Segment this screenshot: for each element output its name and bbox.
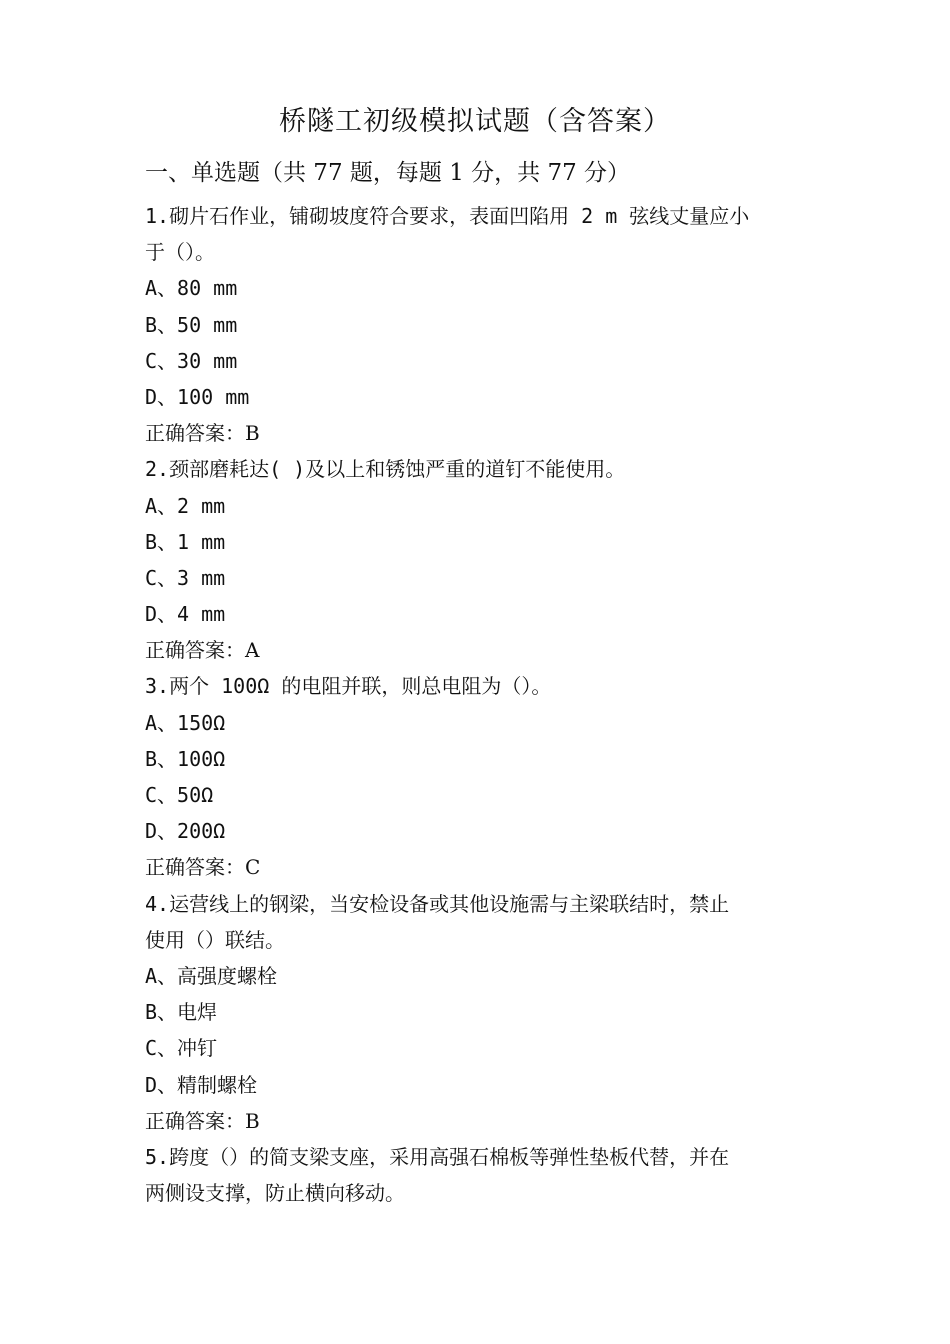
question-stem-line: 1.砌片石作业，铺砌坡度符合要求，表面凹陷用 2 m 弦线丈量应小: [145, 204, 750, 228]
option-d: D、4 mm: [145, 602, 226, 627]
option-b: B、100Ω: [145, 746, 226, 771]
option-d: D、100 mm: [145, 384, 250, 409]
question-2: [145, 451, 810, 668]
question-stem-line: 3.两个 100Ω 的电阻并联，则总电阻为（）。: [145, 674, 552, 699]
option-d: D、200Ω: [145, 819, 226, 844]
correct-answer: 正确答案：A: [145, 638, 260, 663]
document-title: 桥隧工初级模拟试题（含答案）: [279, 106, 671, 137]
question-stem-line: 使用（）联结。: [145, 927, 285, 952]
option-d: D、精制螺栓: [145, 1072, 258, 1097]
option-a: A、2 mm: [145, 493, 226, 518]
option-c: C、30 mm: [145, 348, 238, 373]
section-heading: 一、单选题（共 77 题，每题 1 分，共 77 分）: [145, 160, 631, 186]
question-5: [145, 1139, 810, 1211]
question-list: [145, 198, 810, 1211]
option-c: C、50Ω: [145, 783, 214, 807]
option-a: A、高强度螺栓: [145, 963, 278, 988]
option-b: B、1 mm: [145, 529, 226, 554]
option-c: C、3 mm: [145, 565, 226, 590]
question-stem-line: 2.颈部磨耗达( )及以上和锈蚀严重的道钉不能使用。: [145, 457, 626, 482]
correct-answer: 正确答案：B: [145, 1108, 260, 1133]
question-stem-line: 于（）。: [145, 240, 215, 265]
option-c: C、冲钉: [145, 1036, 218, 1061]
correct-answer: 正确答案：C: [145, 855, 261, 880]
option-b: B、50 mm: [145, 312, 238, 337]
question-stem-line: 4.运营线上的钢梁，当安检设备或其他设施需与主梁联结时，禁止: [145, 891, 730, 916]
option-a: A、150Ω: [145, 710, 226, 735]
question-4: [145, 886, 810, 1139]
option-a: A、80 mm: [145, 276, 238, 301]
question-stem-line: 两侧设支撑，防止横向移动。: [145, 1181, 405, 1206]
question-1: [145, 198, 810, 451]
option-b: B、电焊: [145, 1000, 218, 1025]
question-stem-line: 5.跨度（）的简支梁支座，采用高强石棉板等弹性垫板代替，并在: [145, 1144, 730, 1169]
correct-answer: 正确答案：B: [145, 421, 260, 446]
question-3: [145, 668, 810, 885]
